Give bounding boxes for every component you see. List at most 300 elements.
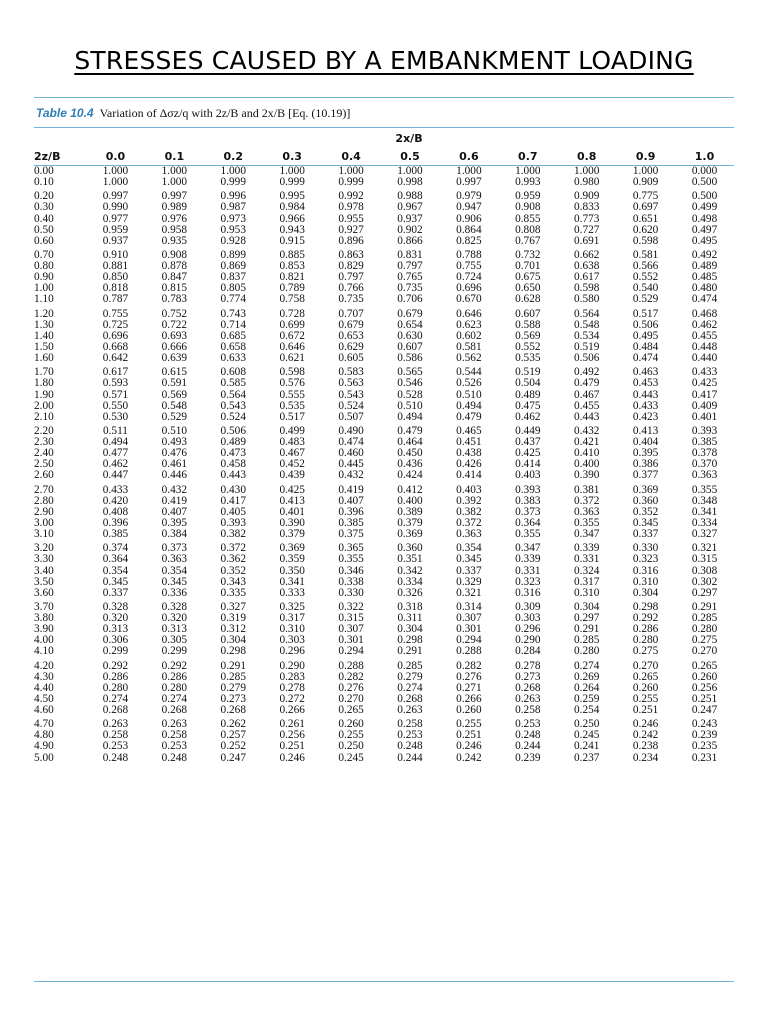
value-cell: 0.546: [397, 377, 423, 390]
value-cell: 0.385: [338, 516, 364, 529]
value-cell: 0.853: [279, 260, 305, 273]
value-cell: 0.273: [515, 670, 541, 683]
row-label-cell: 4.70: [34, 718, 54, 731]
value-cell: 0.231: [691, 751, 718, 764]
value-cell: 0.550: [102, 399, 129, 412]
value-cell: 0.251: [456, 729, 482, 742]
value-cell: 0.253: [161, 740, 188, 753]
value-cell: 0.997: [102, 190, 129, 203]
value-cell: 0.250: [573, 718, 600, 731]
table-row: [34, 588, 734, 599]
value-cell: 0.335: [220, 586, 246, 599]
value-cell: 0.495: [691, 234, 718, 247]
table-number: Table 10.4: [36, 106, 94, 120]
row-label-cell: 2.20: [34, 425, 54, 437]
value-cell: 0.316: [632, 564, 659, 577]
value-cell: 0.285: [573, 634, 600, 647]
value-cell: 0.697: [632, 201, 659, 214]
row-label-cell: 2.40: [34, 447, 54, 460]
value-cell: 0.552: [632, 271, 659, 284]
value-cell: 0.808: [515, 223, 541, 236]
value-cell: 0.316: [515, 586, 541, 599]
value-cell: 0.821: [279, 271, 305, 284]
value-cell: 0.426: [456, 458, 482, 471]
row-label-cell: 1.50: [34, 340, 54, 353]
value-cell: 0.628: [515, 293, 541, 306]
value-cell: 0.263: [515, 692, 541, 705]
bottom-divider: [34, 981, 734, 982]
value-cell: 0.685: [220, 329, 246, 342]
value-cell: 0.980: [573, 176, 600, 189]
value-cell: 0.534: [573, 329, 600, 342]
value-cell: 0.354: [456, 542, 482, 555]
value-cell: 0.291: [691, 600, 718, 613]
value-cell: 1.000: [161, 165, 188, 177]
value-cell: 0.453: [632, 377, 659, 390]
value-cell: 0.864: [456, 223, 482, 236]
value-cell: 0.311: [397, 612, 423, 625]
value-cell: 0.363: [573, 505, 600, 518]
value-cell: 0.360: [632, 494, 659, 507]
value-cell: 0.425: [691, 377, 718, 390]
stress-table: [34, 147, 734, 764]
value-cell: 0.309: [515, 600, 541, 613]
value-cell: 0.937: [397, 212, 423, 225]
value-cell: 0.452: [279, 458, 305, 471]
row-label-cell: 0.10: [34, 176, 54, 189]
table-row: [34, 320, 734, 331]
value-cell: 0.668: [102, 340, 129, 353]
value-cell: 0.976: [161, 212, 188, 225]
value-cell: 0.581: [632, 249, 659, 262]
value-cell: 0.301: [456, 623, 482, 636]
value-cell: 0.390: [573, 469, 600, 482]
value-cell: 0.342: [397, 564, 423, 577]
value-cell: 0.372: [220, 542, 246, 555]
row-label-cell: 4.80: [34, 729, 54, 742]
value-cell: 0.354: [102, 564, 129, 577]
value-cell: 0.409: [691, 399, 718, 412]
value-cell: 0.909: [573, 190, 600, 203]
value-cell: 0.263: [397, 704, 423, 716]
row-label-cell: 1.30: [34, 318, 54, 331]
column-header: 0.1: [145, 147, 204, 166]
column-header: 0.6: [439, 147, 498, 166]
value-cell: 0.866: [397, 234, 423, 247]
column-header: 0.0: [86, 147, 145, 166]
value-cell: 0.425: [279, 483, 305, 496]
value-cell: 0.462: [691, 318, 718, 331]
value-cell: 0.273: [220, 692, 246, 705]
value-cell: 0.303: [279, 634, 305, 647]
value-cell: 0.724: [456, 271, 482, 284]
value-cell: 0.735: [397, 282, 423, 295]
value-cell: 0.506: [220, 425, 246, 437]
value-cell: 0.585: [220, 377, 246, 390]
value-cell: 0.602: [456, 329, 482, 342]
value-cell: 0.265: [632, 670, 659, 683]
table-row: [34, 306, 734, 320]
value-cell: 0.401: [279, 505, 305, 518]
row-label-cell: 2.60: [34, 469, 54, 482]
value-cell: 0.382: [456, 505, 482, 518]
value-cell: 0.263: [161, 718, 188, 731]
value-cell: 0.234: [632, 751, 659, 764]
value-cell: 0.265: [338, 704, 364, 716]
value-cell: 0.253: [515, 718, 541, 731]
value-cell: 0.390: [279, 516, 305, 529]
value-cell: 0.324: [573, 564, 600, 577]
value-cell: 0.341: [691, 505, 718, 518]
value-cell: 0.467: [279, 447, 305, 460]
value-cell: 0.633: [220, 352, 246, 365]
value-cell: 0.959: [102, 223, 129, 236]
value-cell: 0.291: [573, 623, 600, 636]
value-cell: 0.543: [220, 399, 246, 412]
table-row: [34, 236, 734, 247]
value-cell: 0.608: [220, 366, 246, 379]
value-cell: 0.377: [632, 469, 659, 482]
value-cell: 0.432: [573, 425, 600, 437]
value-cell: 0.413: [632, 425, 659, 437]
value-cell: 0.419: [338, 483, 364, 496]
row-label-cell: 2.70: [34, 483, 54, 496]
value-cell: 0.259: [573, 692, 600, 705]
value-cell: 0.374: [102, 542, 129, 555]
value-cell: 0.855: [515, 212, 541, 225]
value-cell: 0.375: [338, 528, 364, 541]
value-cell: 0.629: [338, 340, 364, 353]
value-cell: 0.350: [279, 564, 305, 577]
caption-text: Variation of Δσz/q with 2z/B and 2x/B [Eq. (10.19)]: [99, 106, 351, 120]
value-cell: 0.477: [102, 447, 129, 460]
value-cell: 0.244: [515, 740, 541, 753]
value-cell: 0.245: [573, 729, 600, 742]
value-cell: 0.286: [161, 670, 188, 683]
value-cell: 0.258: [515, 704, 541, 716]
value-cell: 0.999: [338, 176, 364, 189]
value-cell: 0.498: [691, 212, 718, 225]
value-cell: 0.282: [456, 659, 482, 672]
value-cell: 0.544: [456, 366, 482, 379]
row-label-cell: 2.50: [34, 458, 54, 471]
value-cell: 0.988: [397, 190, 423, 203]
value-cell: 0.424: [397, 469, 423, 482]
table-row: [34, 342, 734, 353]
table-row: [34, 390, 734, 401]
value-cell: 0.566: [632, 260, 659, 273]
value-cell: 0.788: [456, 249, 482, 262]
value-cell: 0.276: [456, 670, 482, 683]
value-cell: 0.896: [338, 234, 364, 247]
value-cell: 0.334: [397, 575, 423, 588]
value-cell: 0.421: [573, 436, 600, 449]
value-cell: 0.252: [220, 740, 246, 753]
value-cell: 0.953: [220, 223, 246, 236]
value-cell: 0.735: [338, 293, 364, 306]
value-cell: 0.318: [397, 600, 423, 613]
table-caption: [36, 106, 350, 121]
value-cell: 0.260: [691, 670, 718, 683]
value-cell: 0.315: [338, 612, 364, 625]
value-cell: 0.993: [515, 176, 541, 189]
value-cell: 0.405: [220, 505, 246, 518]
value-cell: 0.474: [691, 293, 718, 306]
value-cell: 0.598: [632, 234, 659, 247]
row-label-cell: 2.30: [34, 436, 54, 449]
top-divider: [34, 97, 734, 98]
value-cell: 0.617: [573, 271, 600, 284]
table-row: [34, 635, 734, 646]
value-cell: 0.504: [515, 377, 541, 390]
value-cell: 0.414: [515, 458, 541, 471]
value-cell: 0.654: [397, 318, 423, 331]
value-cell: 0.274: [161, 692, 188, 705]
table-row: [34, 566, 734, 577]
row-label-cell: 1.80: [34, 377, 54, 390]
value-cell: 0.869: [220, 260, 246, 273]
row-label-cell: 0.30: [34, 201, 54, 214]
value-cell: 0.460: [338, 447, 364, 460]
value-cell: 0.494: [397, 410, 423, 423]
row-label-cell: 5.00: [34, 751, 54, 764]
value-cell: 0.352: [632, 505, 659, 518]
value-cell: 0.408: [102, 505, 129, 518]
value-cell: 0.396: [102, 516, 129, 529]
row-label-cell: 3.40: [34, 564, 54, 577]
value-cell: 0.360: [397, 542, 423, 555]
value-cell: 0.301: [338, 634, 364, 647]
value-cell: 0.260: [632, 681, 659, 694]
value-cell: 0.363: [691, 469, 718, 482]
table-row: [34, 716, 734, 730]
value-cell: 0.583: [338, 366, 364, 379]
value-cell: 0.476: [161, 447, 188, 460]
value-cell: 0.707: [338, 307, 364, 320]
row-label-cell: 3.80: [34, 612, 54, 625]
value-cell: 0.462: [515, 410, 541, 423]
row-label-cell: 4.40: [34, 681, 54, 694]
table-row: [34, 481, 734, 495]
value-cell: 0.378: [691, 447, 718, 460]
value-cell: 0.327: [220, 600, 246, 613]
row-label-cell: 3.10: [34, 528, 54, 541]
row-label-cell: 0.00: [34, 165, 54, 177]
value-cell: 0.274: [397, 681, 423, 694]
value-cell: 0.494: [456, 399, 482, 412]
value-cell: 0.755: [102, 307, 129, 320]
value-cell: 0.268: [102, 704, 129, 716]
value-cell: 0.250: [338, 740, 364, 753]
value-cell: 0.310: [573, 586, 600, 599]
value-cell: 0.433: [691, 366, 718, 379]
value-cell: 0.392: [456, 494, 482, 507]
value-cell: 0.305: [161, 634, 188, 647]
value-cell: 0.292: [632, 612, 659, 625]
value-cell: 0.345: [632, 516, 659, 529]
value-cell: 0.902: [397, 223, 423, 236]
value-cell: 0.818: [102, 282, 129, 295]
caption-divider: [34, 127, 734, 128]
value-cell: 0.621: [279, 352, 305, 365]
table-row: [34, 753, 734, 764]
value-cell: 0.881: [102, 260, 129, 273]
value-cell: 0.623: [456, 318, 482, 331]
value-cell: 0.407: [338, 494, 364, 507]
value-cell: 0.484: [632, 340, 659, 353]
value-cell: 0.443: [573, 410, 600, 423]
value-cell: 0.430: [220, 483, 246, 496]
value-cell: 0.576: [279, 377, 305, 390]
value-cell: 0.306: [102, 634, 129, 647]
value-cell: 0.998: [397, 176, 423, 189]
value-cell: 0.261: [279, 718, 305, 731]
row-label-cell: 1.90: [34, 388, 54, 401]
value-cell: 0.773: [573, 212, 600, 225]
value-cell: 0.797: [338, 271, 364, 284]
value-cell: 0.989: [161, 201, 188, 214]
value-cell: 0.833: [573, 201, 600, 214]
value-cell: 0.548: [573, 318, 600, 331]
value-cell: 0.363: [456, 528, 482, 541]
value-cell: 0.630: [397, 329, 423, 342]
value-cell: 0.510: [456, 388, 482, 401]
value-cell: 0.714: [220, 318, 246, 331]
value-cell: 0.450: [397, 447, 423, 460]
value-cell: 0.500: [691, 176, 718, 189]
value-cell: 0.473: [220, 447, 246, 460]
value-cell: 0.440: [691, 352, 718, 365]
value-cell: 0.990: [102, 201, 129, 214]
value-cell: 0.362: [220, 553, 246, 566]
value-cell: 0.272: [279, 692, 305, 705]
value-cell: 0.265: [691, 659, 718, 672]
table-row: [34, 683, 734, 694]
value-cell: 0.984: [279, 201, 305, 214]
row-label-cell: 4.90: [34, 740, 54, 753]
value-cell: 0.571: [102, 388, 129, 401]
value-cell: 0.297: [691, 586, 718, 599]
row-label-cell: 1.60: [34, 352, 54, 365]
row-label-cell: 3.30: [34, 553, 54, 566]
value-cell: 0.464: [397, 436, 423, 449]
value-cell: 0.955: [338, 212, 364, 225]
table-row: [34, 166, 734, 178]
value-cell: 0.237: [573, 751, 600, 764]
value-cell: 0.987: [220, 201, 246, 214]
value-cell: 0.489: [515, 388, 541, 401]
value-cell: 0.258: [161, 729, 188, 742]
value-cell: 0.524: [338, 399, 364, 412]
value-cell: 0.908: [515, 201, 541, 214]
row-label-cell: 2.90: [34, 505, 54, 518]
value-cell: 0.638: [573, 260, 600, 273]
value-cell: 0.400: [397, 494, 423, 507]
value-cell: 0.382: [220, 528, 246, 541]
value-cell: 0.404: [632, 436, 659, 449]
value-cell: 0.248: [161, 751, 188, 764]
value-cell: 0.755: [456, 260, 482, 273]
value-cell: 0.672: [279, 329, 305, 342]
value-cell: 0.958: [161, 223, 188, 236]
row-label-cell: 0.20: [34, 190, 54, 203]
table-row: [34, 624, 734, 635]
row-label-cell: 1.40: [34, 329, 54, 342]
value-cell: 0.315: [691, 553, 718, 566]
value-cell: 0.304: [573, 600, 600, 613]
value-cell: 0.345: [161, 575, 188, 588]
value-cell: 0.439: [279, 469, 305, 482]
table-row: [34, 496, 734, 507]
value-cell: 0.535: [279, 399, 305, 412]
value-cell: 0.245: [338, 751, 364, 764]
value-cell: 0.646: [456, 307, 482, 320]
value-cell: 0.639: [161, 352, 188, 365]
value-cell: 0.343: [220, 575, 246, 588]
value-cell: 0.251: [279, 740, 305, 753]
value-cell: 0.433: [632, 399, 659, 412]
value-cell: 0.296: [279, 645, 305, 658]
value-cell: 0.495: [632, 329, 659, 342]
value-cell: 0.339: [515, 553, 541, 566]
value-cell: 1.000: [632, 165, 659, 177]
value-cell: 0.304: [220, 634, 246, 647]
value-cell: 0.320: [161, 612, 188, 625]
value-cell: 0.562: [456, 352, 482, 365]
value-cell: 0.691: [573, 234, 600, 247]
column-header: 0.2: [204, 147, 263, 166]
value-cell: 0.563: [338, 377, 364, 390]
value-cell: 0.242: [632, 729, 659, 742]
value-cell: 0.863: [338, 249, 364, 262]
row-label-cell: 2.10: [34, 410, 54, 423]
value-cell: 0.507: [338, 410, 364, 423]
table-row: [34, 672, 734, 683]
value-cell: 0.239: [515, 751, 541, 764]
value-cell: 0.251: [691, 692, 718, 705]
value-cell: 0.666: [161, 340, 188, 353]
table-row: [34, 507, 734, 518]
value-cell: 0.321: [456, 586, 482, 599]
value-cell: 0.291: [220, 659, 246, 672]
value-cell: 0.535: [515, 352, 541, 365]
value-cell: 0.909: [632, 176, 659, 189]
value-cell: 0.254: [573, 704, 600, 716]
value-cell: 0.947: [456, 201, 482, 214]
value-cell: 0.467: [573, 388, 600, 401]
value-cell: 1.000: [338, 165, 364, 177]
value-cell: 0.548: [161, 399, 188, 412]
table-row: [34, 657, 734, 671]
value-cell: 0.449: [515, 425, 541, 437]
value-cell: 0.347: [573, 528, 600, 541]
value-cell: 0.369: [632, 483, 659, 496]
value-cell: 0.298: [632, 600, 659, 613]
value-cell: 0.967: [397, 201, 423, 214]
value-cell: 0.260: [338, 718, 364, 731]
value-cell: 0.270: [691, 645, 718, 658]
table-row: [34, 188, 734, 202]
value-cell: 0.256: [691, 681, 718, 694]
value-cell: 0.927: [338, 223, 364, 236]
value-cell: 0.530: [102, 410, 129, 423]
value-cell: 0.288: [456, 645, 482, 658]
value-cell: 0.395: [161, 516, 188, 529]
value-cell: 0.304: [397, 623, 423, 636]
value-cell: 1.000: [515, 165, 541, 177]
value-cell: 0.524: [220, 410, 246, 423]
value-cell: 0.420: [102, 494, 129, 507]
